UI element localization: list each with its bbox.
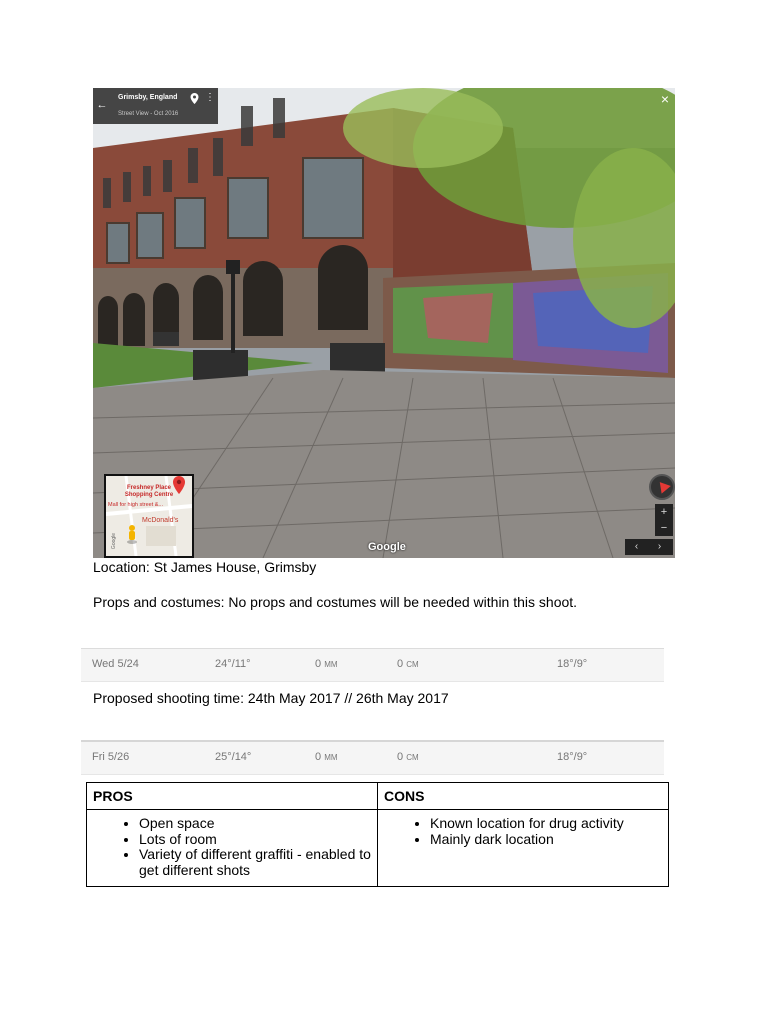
list-item: • Known location for drug activity [430,816,668,832]
street-view-image [93,88,675,558]
weather-snow-unit: CM [406,660,419,669]
zoom-out-button[interactable]: − [660,522,668,534]
weather-snow [397,658,419,670]
location-title: Grimsby, England [118,94,178,101]
list-item: • Mainly dark location [430,832,668,848]
weather-temps: 24°/11° [215,658,251,670]
cons-list [378,816,668,847]
list-item: • Open space [139,816,377,832]
weather-rain-unit: MM [324,660,338,669]
weather-snow-value: 0 [397,751,404,763]
zoom-in-button[interactable]: + [660,506,668,518]
pros-cons-table [86,782,669,887]
weather-snow [397,751,419,763]
weather-rain-value: 0 [315,658,322,670]
weather-rain-unit: MM [324,753,338,762]
weather-day: Fri 5/26 [92,751,130,763]
weather-next-temps: 18°/9° [557,658,588,670]
zoom-controls [655,504,673,536]
arrow-left-icon[interactable]: ← [96,99,108,111]
list-item: • Lots of room [139,832,377,848]
cons-cell [378,810,669,887]
pan-controls [625,539,673,555]
map-pin-icon[interactable] [190,93,199,104]
pros-header: PROS [87,783,378,810]
chevron-left-icon[interactable]: ‹ [634,541,639,552]
google-logo: Google [368,541,406,553]
weather-row-wed [81,648,664,682]
list-item: • Variety of different graffiti - enabled to get different shots [139,847,377,878]
weather-rain-value: 0 [315,751,322,763]
capture-date: Street View - Oct 2016 [118,111,179,117]
weather-row-fri [81,740,664,775]
weather-snow-value: 0 [397,658,404,670]
minimap[interactable] [104,474,194,558]
minimap-attribution: Google [111,532,118,550]
pegman-icon[interactable] [126,524,138,544]
chevron-right-icon[interactable]: › [657,541,662,552]
weather-day: Wed 5/24 [92,658,139,670]
weather-rain [315,658,338,670]
shooting-time-text: Proposed shooting time: 24th May 2017 // 26th May 2017 [93,690,449,706]
pros-list [87,816,377,878]
street-view-header [93,88,218,124]
compass-icon[interactable] [649,474,675,500]
props-text: Props and costumes: No props and costumes will be needed within this shoot. [93,594,578,610]
pros-cell [87,810,378,887]
cons-header: CONS [378,783,669,810]
close-icon[interactable]: × [660,91,669,107]
more-options-icon[interactable]: ⋮ [205,92,215,103]
weather-temps: 25°/14° [215,751,252,763]
minimap-place-sub: Mall for high street &... [108,502,164,508]
minimap-landmark: McDonald's [142,517,179,524]
weather-snow-unit: CM [406,753,419,762]
weather-next-temps: 18°/9° [557,751,588,763]
weather-rain [315,751,338,763]
location-text: Location: St James House, Grimsby [93,559,317,575]
minimap-place: Freshney Place Shopping Centre [124,485,174,498]
